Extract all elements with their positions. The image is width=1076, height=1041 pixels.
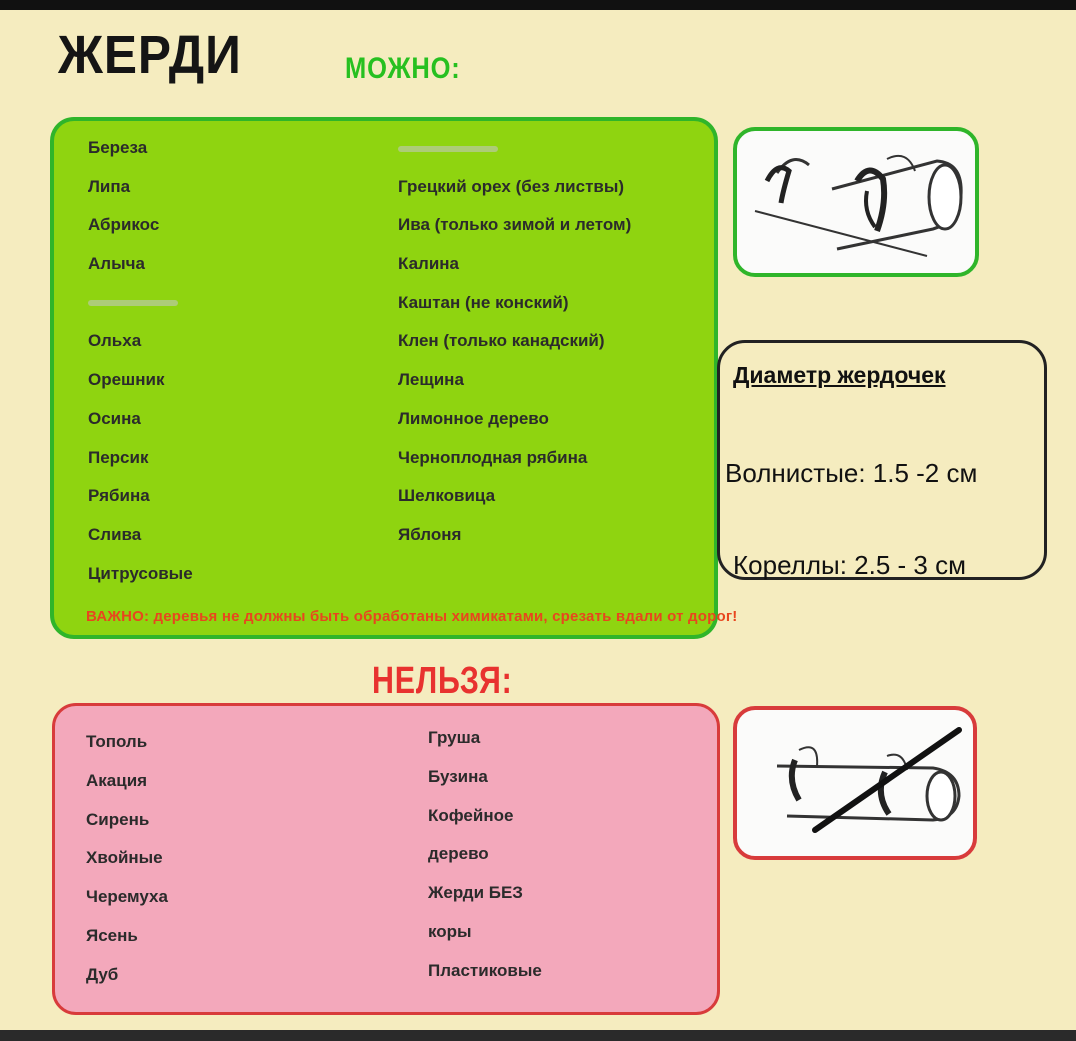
list-item: Лимонное дерево: [398, 408, 549, 428]
list-item: Тополь: [86, 732, 148, 751]
list-item: Персик: [88, 447, 149, 467]
list-item: Шелковица: [398, 486, 496, 506]
obscured-text: [88, 300, 178, 306]
list-item: Абрикос: [88, 215, 160, 235]
list-item: Яблоня: [398, 524, 462, 544]
list-item: Ива (только зимой и летом): [398, 215, 632, 235]
top-border: [0, 0, 1076, 10]
diameter-budgies: Волнистые: 1.5 -2 см: [725, 458, 978, 488]
list-item: Калина: [398, 254, 460, 274]
bottom-border: [0, 1030, 1076, 1041]
list-item: Грецкий орех (без листвы): [398, 176, 625, 196]
list-item: Осина: [88, 408, 141, 428]
list-item: Цитрусовые: [88, 563, 193, 583]
list-item: Пластиковые: [428, 960, 542, 980]
list-item: Акация: [86, 770, 148, 790]
list-item: коры: [428, 921, 472, 941]
forbidden-heading: НЕЛЬЗЯ:: [372, 660, 513, 702]
list-item: Груша: [428, 728, 481, 747]
list-item: Рябина: [88, 486, 150, 506]
list-item: Алыча: [88, 254, 145, 274]
page-title: ЖЕРДИ: [58, 25, 242, 85]
bird-feet-on-thin-perch-crossed-icon: [737, 710, 973, 856]
list-item: Бузина: [428, 766, 488, 786]
diameter-title: Диаметр жердочек: [733, 362, 946, 388]
allowed-list-right: [398, 138, 631, 564]
obscured-text: [398, 146, 498, 152]
forbidden-list-right: [428, 728, 542, 1000]
list-item-obscured: [88, 293, 193, 332]
list-item: Слива: [88, 524, 142, 544]
list-item: Каштан (не конский): [398, 292, 569, 312]
incorrect-perch-image: [733, 706, 977, 860]
diameter-corellas: Кореллы: 2.5 - 3 см: [733, 550, 966, 580]
list-item: Береза: [88, 138, 148, 157]
list-item: Хвойные: [86, 848, 163, 868]
allowed-heading: МОЖНО:: [345, 52, 461, 85]
list-item: Липа: [88, 176, 131, 196]
list-item: Сирень: [86, 809, 150, 829]
list-item: Ясень: [86, 925, 138, 945]
bird-feet-on-thick-perch-icon: [737, 131, 975, 273]
list-item: Кофейное: [428, 805, 514, 825]
list-item: Ольха: [88, 331, 142, 351]
list-item: Клен (только канадский): [398, 331, 605, 351]
list-item-obscured: [398, 138, 631, 177]
list-item: Черноплодная рябина: [398, 447, 588, 467]
list-item: дерево: [428, 844, 489, 864]
list-item: Орешник: [88, 370, 165, 390]
warning-note: ВАЖНО: деревья не должны быть обработаны химикатами, срезать вдали от дорог!: [86, 608, 738, 625]
list-item: Дуб: [86, 964, 119, 984]
list-item: Черемуха: [86, 887, 168, 907]
list-item: Лещина: [398, 370, 464, 390]
correct-perch-image: [733, 127, 979, 277]
list-item: Жерди БЕЗ: [428, 883, 523, 903]
forbidden-list-left: [86, 732, 168, 1004]
allowed-list-left: [88, 138, 193, 602]
